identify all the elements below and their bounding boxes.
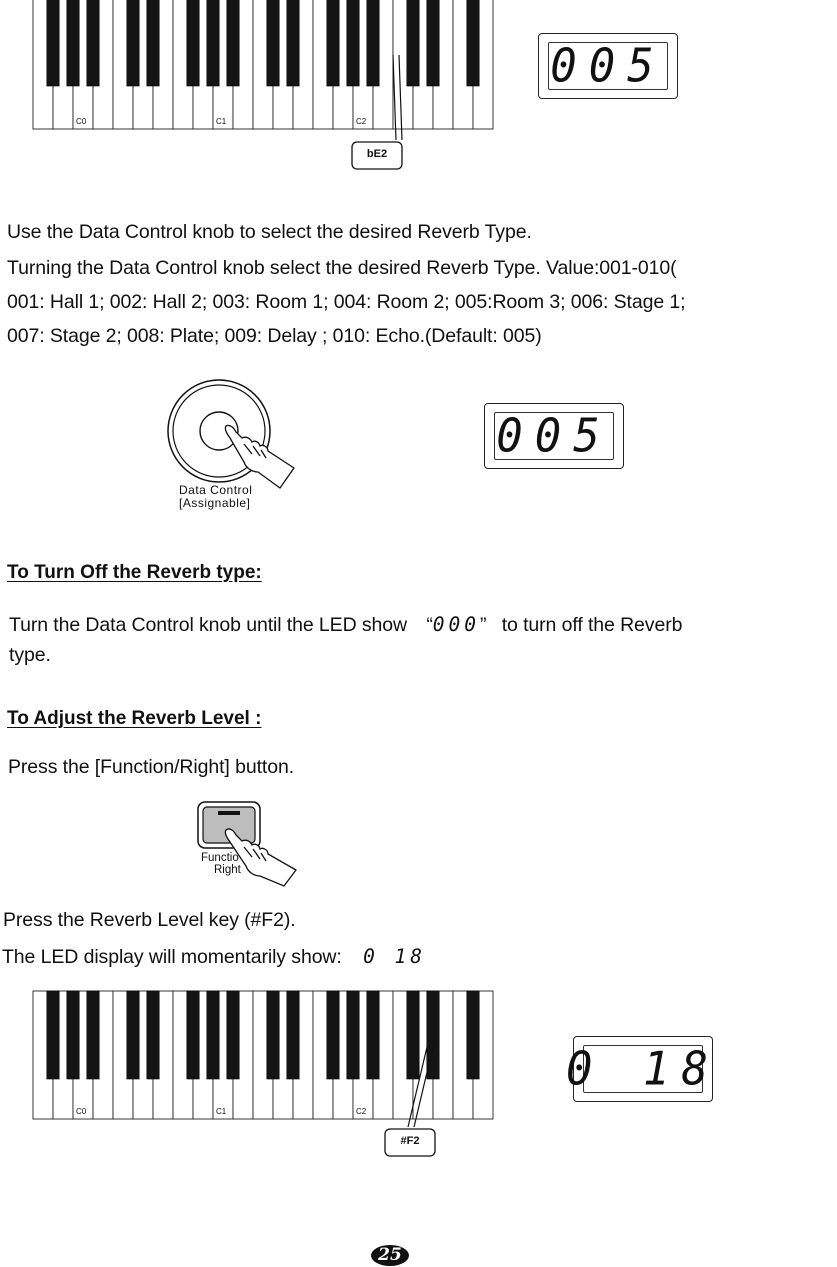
- led-display-middle: [484, 403, 624, 469]
- button-label-line-2: Right: [214, 864, 241, 876]
- turn-off-text-before: Turn the Data Control knob until the LED show: [9, 614, 407, 636]
- black-key: [327, 991, 339, 1079]
- black-key: [347, 0, 359, 86]
- button-label-line-1: Functio: [201, 852, 239, 864]
- octave-label-c2: C2: [356, 117, 367, 126]
- led-show-text: The LED display will momentarily show:: [2, 946, 342, 968]
- black-key: [127, 991, 139, 1079]
- led-inline-value: 000: [432, 613, 480, 636]
- instruction-line-3: 001: Hall 1; 002: Hall 2; 003: Room 1; 004: Room 2; 005:Room 3; 006: Stage 1;: [7, 291, 686, 313]
- black-key: [47, 991, 59, 1079]
- keyboard-top: [0, 0, 520, 180]
- black-key: [147, 991, 159, 1079]
- black-key: [67, 0, 79, 86]
- black-key: [67, 991, 79, 1079]
- press-function-text: Press the [Function/Right] button.: [8, 756, 295, 778]
- instruction-line-4: 007: Stage 2; 008: Plate; 009: Delay ; 010: Echo.(Default: 005): [7, 325, 542, 347]
- knob-label-line-2: [Assignable]: [179, 496, 251, 510]
- led-display-top: [538, 33, 678, 99]
- callout-label: bE2: [366, 148, 388, 160]
- led-digits: 005: [496, 409, 612, 463]
- led-show-line: [2, 945, 426, 969]
- led-display-bottom: [566, 1036, 720, 1102]
- button-drawing: [196, 800, 306, 890]
- black-key: [87, 0, 99, 86]
- black-key: [427, 0, 439, 86]
- black-key: [207, 991, 219, 1079]
- black-key: [407, 991, 419, 1079]
- press-key-text: Press the Reverb Level key (#F2).: [3, 909, 296, 931]
- knob-label-line-1: Data Control: [179, 483, 253, 497]
- led-digits: 005: [550, 39, 666, 93]
- black-key: [267, 0, 279, 86]
- octave-label-c1: C1: [216, 117, 227, 126]
- keyboard-top-keys: [33, 0, 493, 129]
- black-key: [147, 0, 159, 86]
- black-key: [87, 991, 99, 1079]
- data-control-knob: [160, 372, 310, 512]
- knob-drawing: [160, 372, 310, 492]
- function-right-button: [196, 800, 306, 890]
- keyboard-bottom-keys: [33, 991, 493, 1119]
- keyboard-bottom: [0, 985, 520, 1165]
- black-key: [47, 0, 59, 86]
- black-key: [347, 991, 359, 1079]
- octave-label-c0: C0: [76, 1107, 87, 1116]
- black-key: [227, 991, 239, 1079]
- heading-turn-off: To Turn Off the Reverb type:: [7, 562, 262, 583]
- keyboard-top-drawing: [0, 0, 520, 180]
- instruction-line-2: Turning the Data Control knob select the desired Reverb Type. Value:001-010(: [7, 257, 677, 279]
- octave-label-c0: C0: [76, 117, 87, 126]
- black-key: [187, 0, 199, 86]
- black-key: [127, 0, 139, 86]
- black-key: [327, 0, 339, 86]
- black-key: [467, 0, 479, 86]
- black-key: [367, 991, 379, 1079]
- quote-open: “: [426, 614, 433, 636]
- black-key: [287, 991, 299, 1079]
- button-led-bar: [218, 811, 240, 815]
- black-key: [287, 0, 299, 86]
- turn-off-text-after: to turn off the Reverb: [501, 614, 683, 636]
- turn-off-line-1: [9, 613, 682, 637]
- octave-label-c1: C1: [216, 1107, 227, 1116]
- black-key: [407, 0, 419, 86]
- quote-close: ”: [479, 614, 487, 636]
- black-key: [267, 991, 279, 1079]
- heading-adjust-level: To Adjust the Reverb Level :: [7, 708, 262, 729]
- turn-off-line-2: type.: [9, 644, 51, 666]
- octave-label-c2: C2: [356, 1107, 367, 1116]
- page-number: 25: [371, 1245, 409, 1266]
- led-digits: 0 18: [566, 1042, 720, 1096]
- led-inline-value: 0 18: [363, 945, 427, 968]
- black-key: [367, 0, 379, 86]
- callout-label: #F2: [400, 1135, 420, 1147]
- instruction-line-1: Use the Data Control knob to select the desired Reverb Type.: [7, 221, 532, 243]
- keyboard-bottom-drawing: [0, 985, 520, 1165]
- black-key: [207, 0, 219, 86]
- black-key: [467, 991, 479, 1079]
- black-key: [187, 991, 199, 1079]
- black-key: [227, 0, 239, 86]
